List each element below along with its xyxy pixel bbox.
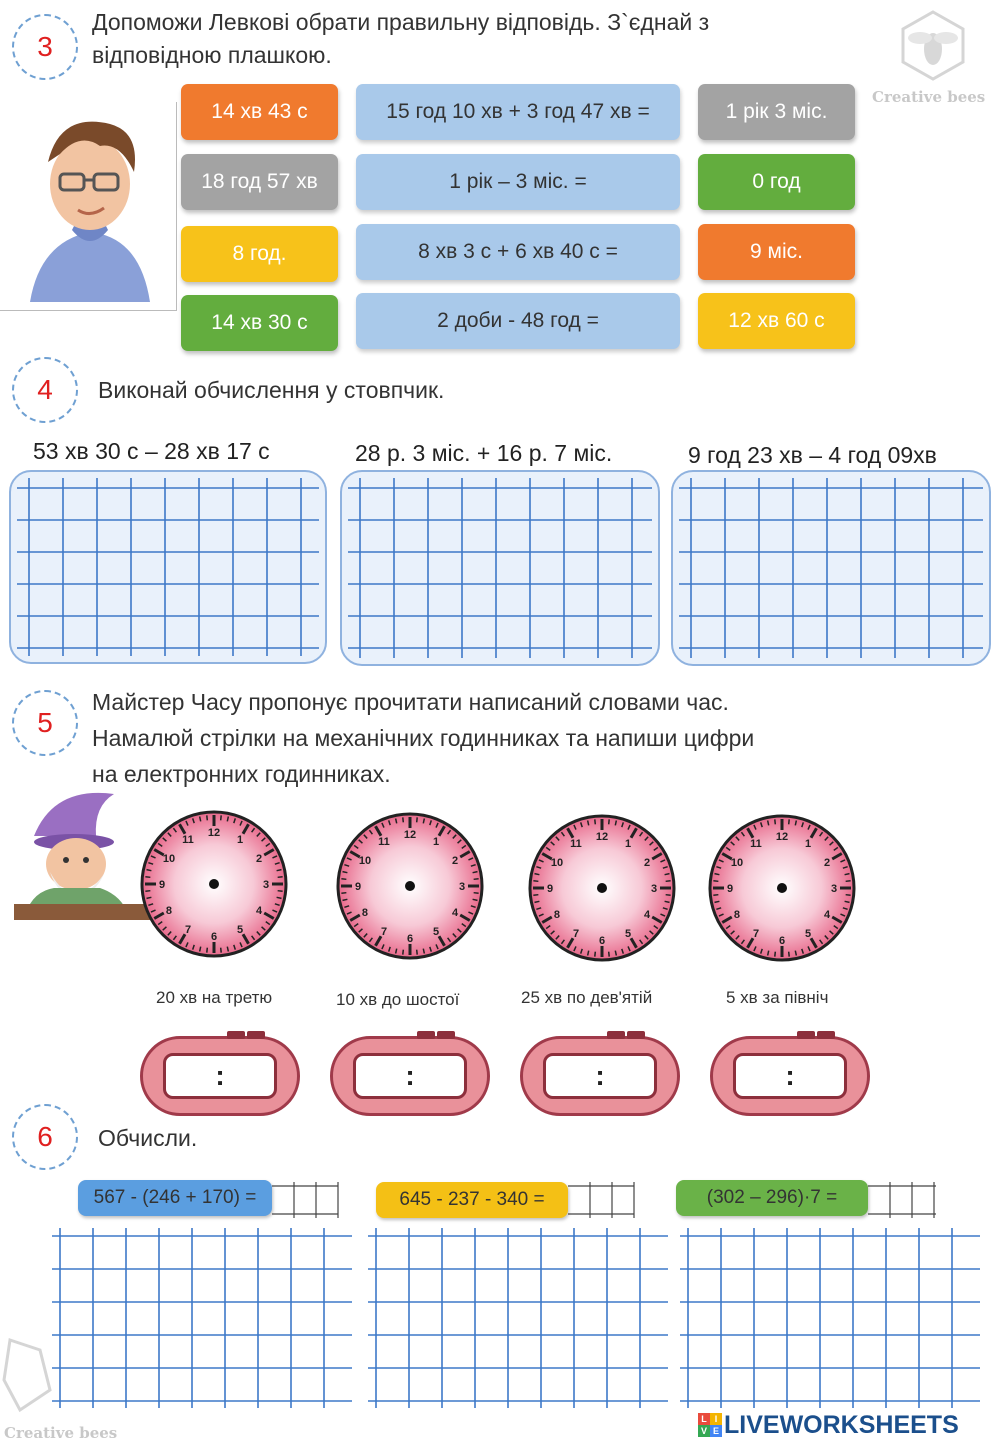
- expression-pill-1: 567 - (246 + 170) =: [78, 1180, 272, 1216]
- clock-tick: [615, 821, 616, 826]
- answer-tile-8[interactable]: 12 хв 60 с: [698, 293, 855, 349]
- clock-tick: [846, 881, 851, 882]
- clock-number: 8: [361, 907, 369, 919]
- clock-number: 11: [570, 837, 582, 850]
- clock-button: [417, 1031, 435, 1039]
- clock-number: 5: [624, 928, 632, 941]
- clock-tick: [396, 819, 397, 824]
- clock-number: 9: [726, 883, 734, 895]
- answer-tile-3[interactable]: 8 год.: [181, 226, 338, 282]
- clock-tick: [713, 895, 718, 896]
- clock-tick: [845, 874, 850, 875]
- digital-clock-2[interactable]: [330, 1036, 490, 1116]
- clock-tick: [145, 891, 150, 892]
- answer-tile-7[interactable]: 9 міс.: [698, 224, 855, 280]
- digital-clock-screen[interactable]: [733, 1053, 847, 1099]
- clock-button: [437, 1031, 455, 1039]
- answer-cells-2[interactable]: [568, 1182, 638, 1218]
- calc-grid-3[interactable]: [671, 470, 991, 666]
- clock-tick: [221, 948, 222, 953]
- clock-tick: [535, 901, 540, 902]
- clock-tick: [474, 893, 479, 894]
- clock-number: 11: [182, 833, 194, 846]
- expression-pill-3: (302 – 296)·7 =: [676, 1180, 868, 1216]
- answer-cells-1[interactable]: [272, 1182, 342, 1218]
- task-4-number: 4: [12, 357, 78, 423]
- clock-tick: [200, 817, 201, 822]
- clock-tick: [207, 948, 208, 953]
- logo-letter: E: [710, 1425, 722, 1437]
- clock-tick: [147, 897, 152, 898]
- problem-label-2: 28 р. 3 міс. + 16 р. 7 міс.: [355, 440, 613, 466]
- clock-number: 3: [262, 879, 270, 891]
- clock-tick: [278, 891, 283, 892]
- clock-caption-1: 20 хв на третю: [156, 988, 273, 1007]
- time-separator: :: [405, 1060, 415, 1091]
- grid-lines: [348, 478, 652, 658]
- clock-tick: [768, 951, 769, 956]
- clock-tick: [417, 817, 418, 822]
- clock-tick: [277, 870, 282, 871]
- clock-tick: [795, 821, 796, 826]
- clock-tick: [403, 950, 404, 955]
- task-5-instruction-line2: Намалюй стрілки на механічних годинниках та напиши цифри: [92, 725, 755, 751]
- digital-clock-screen[interactable]: [353, 1053, 467, 1099]
- digital-clock-4[interactable]: [710, 1036, 870, 1116]
- digital-clock-1[interactable]: [140, 1036, 300, 1116]
- clock-tick: [278, 877, 283, 878]
- clock-tick: [200, 947, 201, 952]
- problem-label-1: 53 хв 30 с – 28 хв 17 с: [33, 438, 270, 464]
- analog-clock-1[interactable]: [138, 808, 290, 960]
- clock-tick: [343, 899, 348, 900]
- clock-number: 8: [553, 909, 561, 921]
- task-5-instruction-line1: Майстер Часу пропонує прочитати написаний словами час.: [92, 689, 729, 715]
- clock-number: 11: [378, 835, 390, 848]
- clock-number: 4: [451, 907, 459, 919]
- clock-number: 2: [451, 855, 459, 867]
- clock-number: 5: [804, 928, 812, 941]
- clock-number: 4: [255, 905, 263, 917]
- task-6-instruction: Обчисли.: [98, 1125, 198, 1151]
- clock-tick: [768, 821, 769, 826]
- clock-number: 1: [804, 837, 812, 850]
- task-5-instruction-line3: на електронних годинниках.: [92, 761, 391, 787]
- clock-number: 7: [184, 924, 192, 937]
- clock-number: 5: [432, 926, 440, 939]
- answer-cells-3[interactable]: [868, 1182, 940, 1218]
- clock-tick: [396, 949, 397, 954]
- clock-tick: [795, 951, 796, 956]
- clock-number: 3: [458, 881, 466, 893]
- clock-button: [797, 1031, 815, 1039]
- clock-tick: [533, 881, 538, 882]
- analog-clock-3[interactable]: [526, 812, 678, 964]
- clock-tick: [595, 819, 596, 824]
- clock-tick: [665, 901, 670, 902]
- clock-number: 2: [823, 857, 831, 869]
- watermark-text: Creative bees: [872, 88, 986, 106]
- liveworksheets-logo[interactable]: [698, 1410, 998, 1440]
- clock-tick: [341, 893, 346, 894]
- clock-tick: [417, 950, 418, 955]
- clock-tick: [145, 877, 150, 878]
- clock-tick: [846, 895, 851, 896]
- expression-tile-1[interactable]: 15 год 10 хв + 3 год 47 хв =: [356, 84, 680, 140]
- clock-number: 4: [823, 909, 831, 921]
- clock-tick: [595, 952, 596, 957]
- clock-number: 12: [775, 831, 789, 843]
- logo-squares-icon: [698, 1413, 722, 1437]
- clock-number: 12: [403, 829, 417, 841]
- bee-watermark-logo-bottom: [0, 1330, 130, 1444]
- clock-number: 9: [158, 879, 166, 891]
- calc-grid-5[interactable]: [368, 1228, 668, 1408]
- clock-number: 6: [210, 931, 218, 943]
- clock-tick: [666, 895, 671, 896]
- grid-lines: [679, 478, 983, 658]
- clock-number: 7: [752, 928, 760, 941]
- watermark-text: Creative bees: [4, 1424, 118, 1442]
- clock-number: 7: [380, 926, 388, 939]
- clock-tick: [789, 819, 790, 824]
- clock-number: 10: [550, 857, 564, 869]
- task-6-number: 6: [12, 1104, 78, 1170]
- expression-tile-4[interactable]: 2 доби - 48 год =: [356, 293, 680, 349]
- time-separator: :: [785, 1060, 795, 1091]
- expression-tile-2[interactable]: 1 рік – 3 міс. =: [356, 154, 680, 210]
- clock-number: 10: [730, 857, 744, 869]
- clock-caption-3: 25 хв по дев'ятій: [521, 988, 653, 1007]
- clock-tick: [473, 899, 478, 900]
- clock-number: 7: [572, 928, 580, 941]
- time-separator: :: [215, 1060, 225, 1091]
- clock-tick: [535, 874, 540, 875]
- digital-clock-screen[interactable]: [163, 1053, 277, 1099]
- clock-tick: [845, 901, 850, 902]
- clock-tick: [609, 819, 610, 824]
- boy-illustration: [0, 102, 177, 311]
- grid-lines: [17, 478, 319, 656]
- clock-number: 6: [778, 935, 786, 947]
- logo-letter: V: [698, 1425, 710, 1437]
- clock-number: 1: [624, 837, 632, 850]
- task-3-number: 3: [12, 14, 78, 80]
- clock-number: 1: [432, 835, 440, 848]
- clock-number: 3: [830, 883, 838, 895]
- answer-tile-5[interactable]: 1 рік 3 міс.: [698, 84, 855, 140]
- time-separator: :: [595, 1060, 605, 1091]
- clock-number: 4: [643, 909, 651, 921]
- answer-tile-1[interactable]: 14 хв 43 с: [181, 84, 338, 140]
- logo-letter: I: [710, 1413, 722, 1425]
- clock-number: 6: [406, 933, 414, 945]
- clock-tick: [789, 952, 790, 957]
- clock-number: 5: [236, 924, 244, 937]
- clock-tick: [473, 872, 478, 873]
- digital-clock-screen[interactable]: [543, 1053, 657, 1099]
- clock-caption-4: 5 хв за північ: [726, 988, 829, 1007]
- clock-number: 2: [255, 853, 263, 865]
- analog-clock-2[interactable]: [334, 810, 486, 962]
- clock-tick: [147, 870, 152, 871]
- clock-tick: [277, 897, 282, 898]
- clock-tick: [609, 952, 610, 957]
- clock-tick: [588, 821, 589, 826]
- clock-tick: [221, 815, 222, 820]
- clock-number: 2: [643, 857, 651, 869]
- clock-number: 1: [236, 833, 244, 846]
- clock-button: [247, 1031, 265, 1039]
- answer-tile-6[interactable]: 0 год: [698, 154, 855, 210]
- clock-caption-2: 10 хв до шостої: [336, 990, 460, 1009]
- calc-grid-6[interactable]: [680, 1228, 980, 1408]
- expression-tile-3[interactable]: 8 хв 3 с + 6 хв 40 с =: [356, 224, 680, 280]
- clock-number: 11: [750, 837, 762, 850]
- clock-tick: [665, 874, 670, 875]
- clock-tick: [775, 952, 776, 957]
- clock-number: 10: [358, 855, 372, 867]
- clock-tick: [403, 817, 404, 822]
- clock-number: 8: [165, 905, 173, 917]
- clock-tick: [713, 881, 718, 882]
- clock-tick: [615, 951, 616, 956]
- task-3-instruction-line2: відповідною плашкою.: [92, 42, 332, 68]
- clock-number: 8: [733, 909, 741, 921]
- bee-watermark-logo: [872, 4, 988, 114]
- task-3-instruction-line1: Допоможи Левкові обрати правильну відповідь. З`єднай з: [92, 9, 710, 35]
- clock-button: [627, 1031, 645, 1039]
- task-5-number: 5: [12, 690, 78, 756]
- digital-clock-3[interactable]: [520, 1036, 680, 1116]
- clock-number: 3: [650, 883, 658, 895]
- clock-tick: [227, 817, 228, 822]
- clock-number: 6: [598, 935, 606, 947]
- expression-pill-2: 645 - 237 - 340 =: [376, 1182, 568, 1218]
- clock-button: [817, 1031, 835, 1039]
- brand-text: LIVEWORKSHEETS: [724, 1410, 959, 1439]
- analog-clock-4[interactable]: [706, 812, 858, 964]
- clock-number: 12: [207, 827, 221, 839]
- clock-tick: [775, 819, 776, 824]
- clock-tick: [715, 874, 720, 875]
- clock-tick: [227, 947, 228, 952]
- clock-tick: [423, 819, 424, 824]
- calc-grid-2[interactable]: [340, 470, 660, 666]
- clock-button: [227, 1031, 245, 1039]
- calc-grid-1[interactable]: [9, 470, 327, 664]
- clock-number: 9: [546, 883, 554, 895]
- answer-tile-4[interactable]: 14 хв 30 с: [181, 295, 338, 351]
- clock-number: 12: [595, 831, 609, 843]
- clock-tick: [207, 815, 208, 820]
- clock-tick: [341, 879, 346, 880]
- clock-tick: [666, 881, 671, 882]
- logo-letter: L: [698, 1413, 710, 1425]
- clock-number: 10: [162, 853, 176, 865]
- problem-label-3: 9 год 23 хв – 4 год 09хв: [688, 442, 937, 468]
- clock-tick: [343, 872, 348, 873]
- clock-tick: [533, 895, 538, 896]
- clock-tick: [423, 949, 424, 954]
- clock-tick: [588, 951, 589, 956]
- clock-tick: [474, 879, 479, 880]
- clock-button: [607, 1031, 625, 1039]
- clock-tick: [715, 901, 720, 902]
- clock-number: 9: [354, 881, 362, 893]
- task-4-instruction: Виконай обчислення у стовпчик.: [98, 377, 445, 403]
- answer-tile-2[interactable]: 18 год 57 хв: [181, 154, 338, 210]
